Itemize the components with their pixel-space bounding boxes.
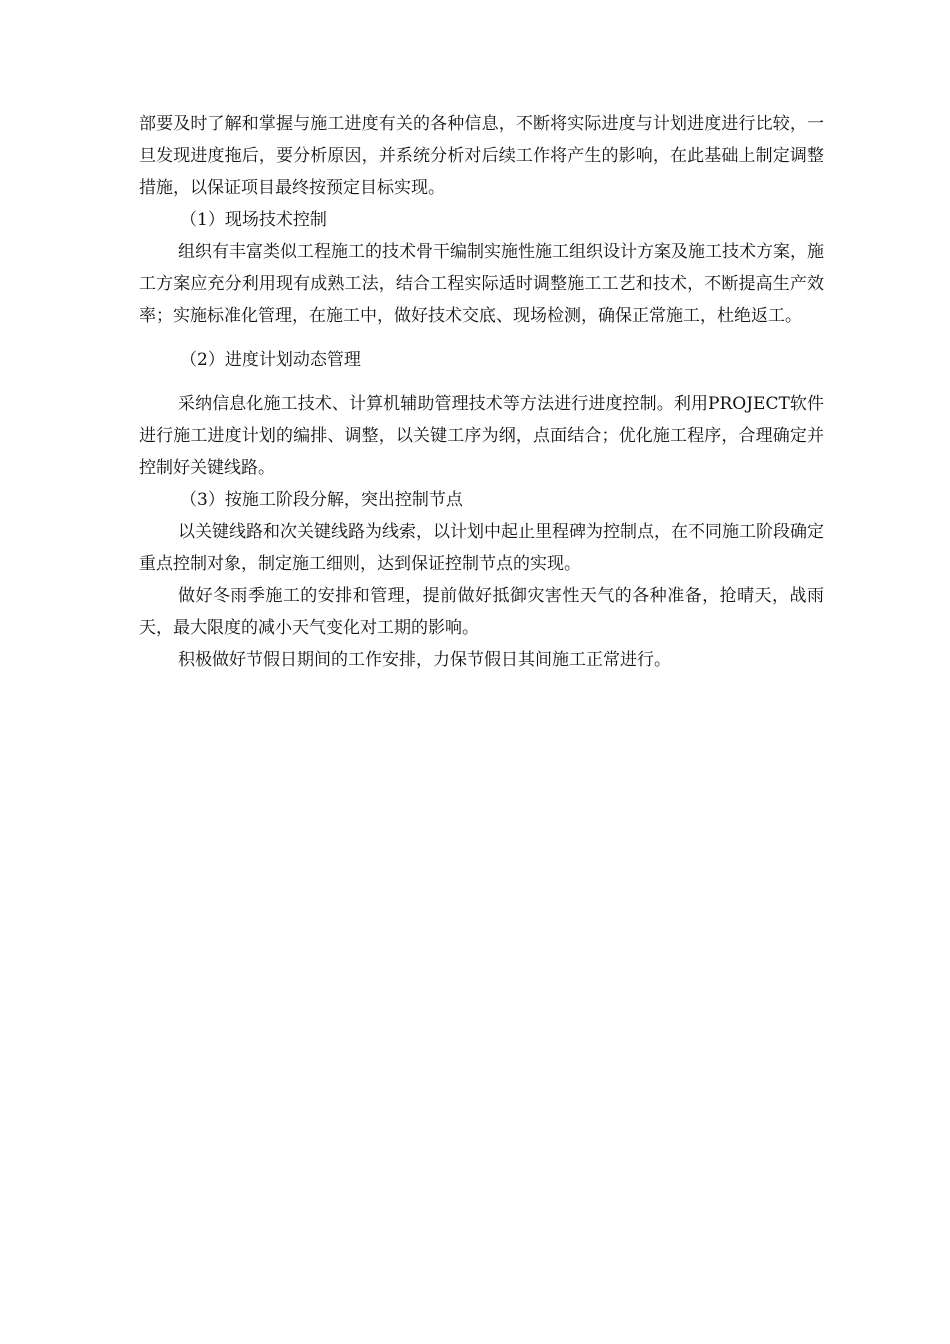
paragraph-holiday-arrangement: 积极做好节假日期间的工作安排，力保节假日其间施工正常进行。: [178, 650, 671, 670]
document-body: [139, 108, 824, 676]
paragraph-critical-path: 以关键线路和次关键线路为线索，以计划中起止里程碑为控制点，在不同施工阶段确定重点控制对象，制定施工细则，达到保证控制节点的实现。: [139, 522, 824, 574]
paragraph-progress-info: 部要及时了解和掌握与施工进度有关的各种信息，不断将实际进度与计划进度进行比较，一旦发现进度拖后，要分析原因，并系统分析对后续工作将产生的影响，在此基础上制定调整措施，以保证项目最终按预定目标实现。: [139, 114, 824, 198]
paragraph-information-construction: 采纳信息化施工技术、计算机辅助管理技术等方法进行进度控制。利用PROJECT软件进行施工进度计划的编排、调整，以关键工序为纲，点面结合；优化施工程序，合理确定并控制好关键线路。: [139, 394, 824, 478]
heading-stage-decomposition: （3）按施工阶段分解，突出控制节点: [180, 490, 463, 510]
heading-dynamic-schedule-management: （2）进度计划动态管理: [180, 350, 361, 370]
paragraph-technical-backbone: 组织有丰富类似工程施工的技术骨干编制实施性施工组织设计方案及施工技术方案，施工方案应充分利用现有成熟工法，结合工程实际适时调整施工工艺和技术，不断提高生产效率；实施标准化管理，在施工中，做好技术交底、现场检测，确保正常施工，杜绝返工。: [139, 242, 824, 326]
paragraph-winter-rainy-season: 做好冬雨季施工的安排和管理，提前做好抵御灾害性天气的各种准备，抢晴天，战雨天，最大限度的减小天气变化对工期的影响。: [139, 586, 824, 638]
heading-site-technical-control: （1）现场技术控制: [180, 210, 327, 230]
